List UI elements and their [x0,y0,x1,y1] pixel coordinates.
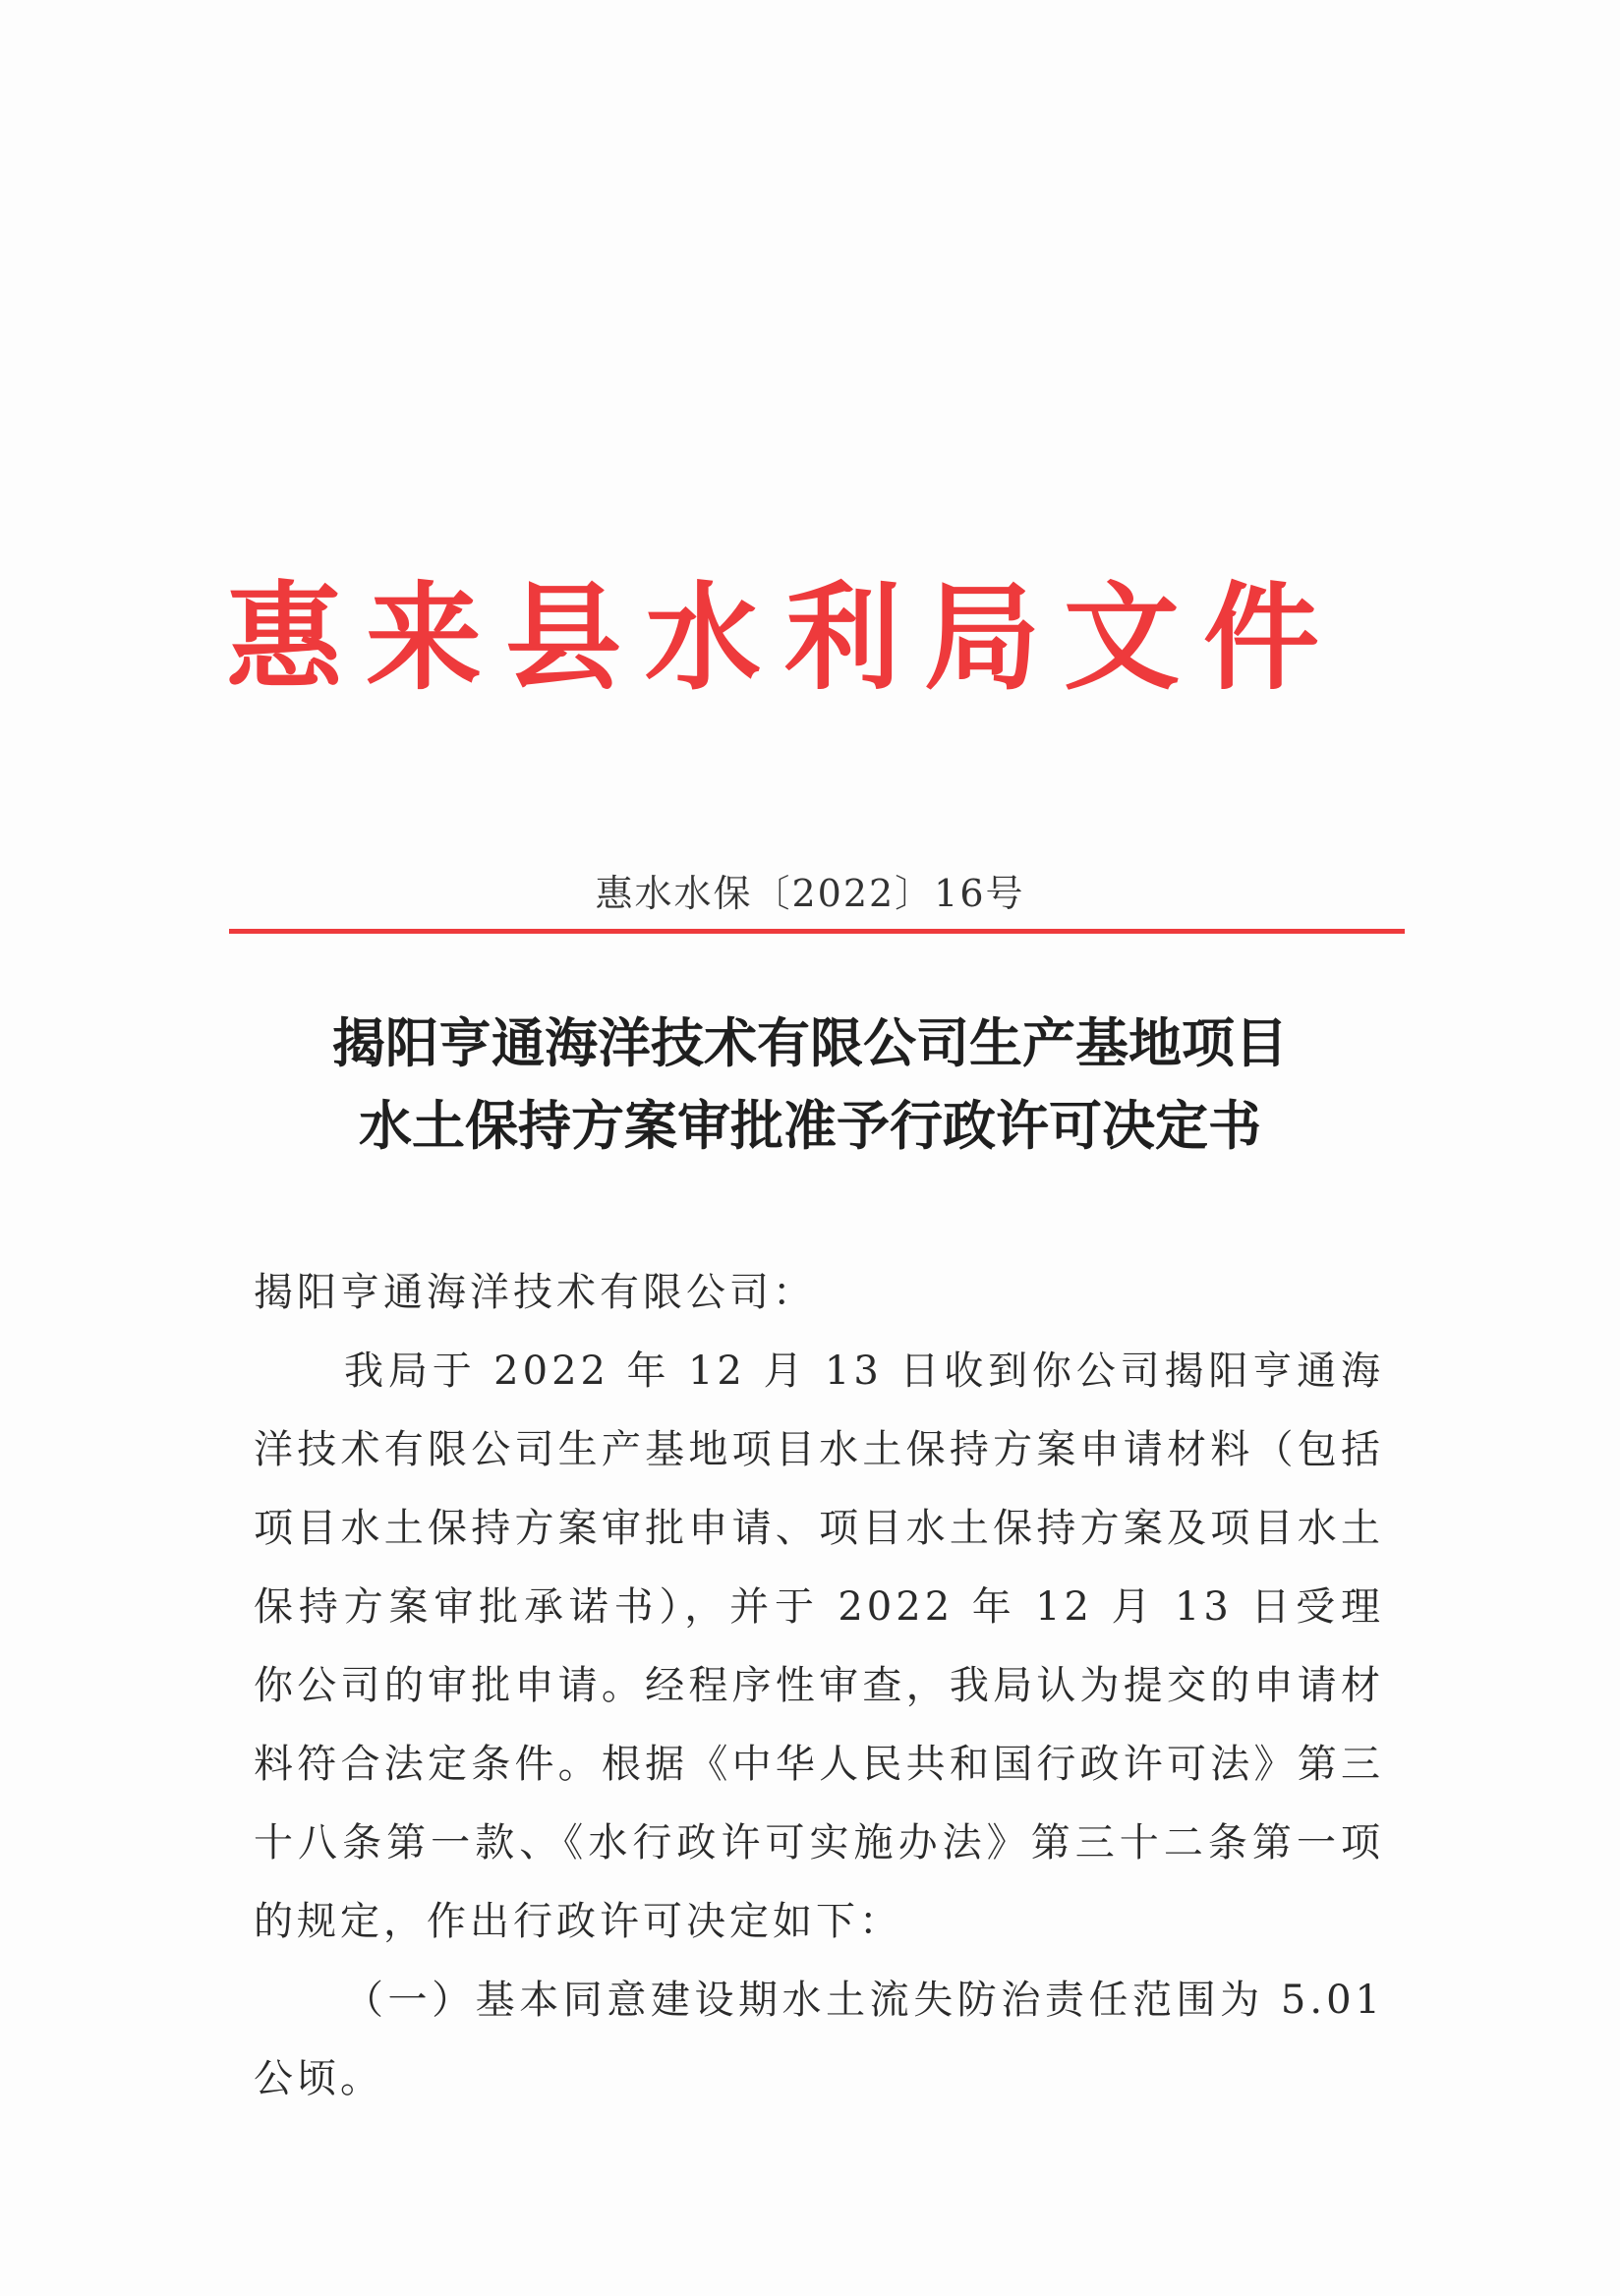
document-title [0,1003,1620,1168]
decision-item-1: （一）基本同意建设期水土流失防治责任范围为 5.01 公顷。 [254,1978,1384,2101]
addressee: 揭阳亨通海洋技术有限公司： [254,1270,816,1315]
issuer-header: 惠来县水利局文件 [226,569,1344,706]
red-divider [229,929,1405,934]
document-body [254,1253,1384,2118]
paragraph-1: 我局于 2022 年 12 月 13 日收到你公司揭阳亨通海洋技术有限公司生产基地项目水土保持方案申请材料（包括项目水土保持方案审批申请、项目水土保持方案及项目水土保持方案审批承诺书），并于 2022 年 12 月 13 日受理你公司的审批申请。经程序性审查，我局认为提交的申请材料符合法定条件。根据《中华人民共和国行政许可法》第三十八条第一款、《水行政许可实施办法》第三十二条第一项的规定，作出行政许可决定如下： [254,1349,1384,1944]
document-number: 惠水水保〔2022〕16号 [595,872,1025,915]
title-line-1: 揭阳亨通海洋技术有限公司生产基地项目 [332,1012,1288,1074]
title-line-2: 水土保持方案审批准予行政许可决定书 [359,1095,1261,1157]
